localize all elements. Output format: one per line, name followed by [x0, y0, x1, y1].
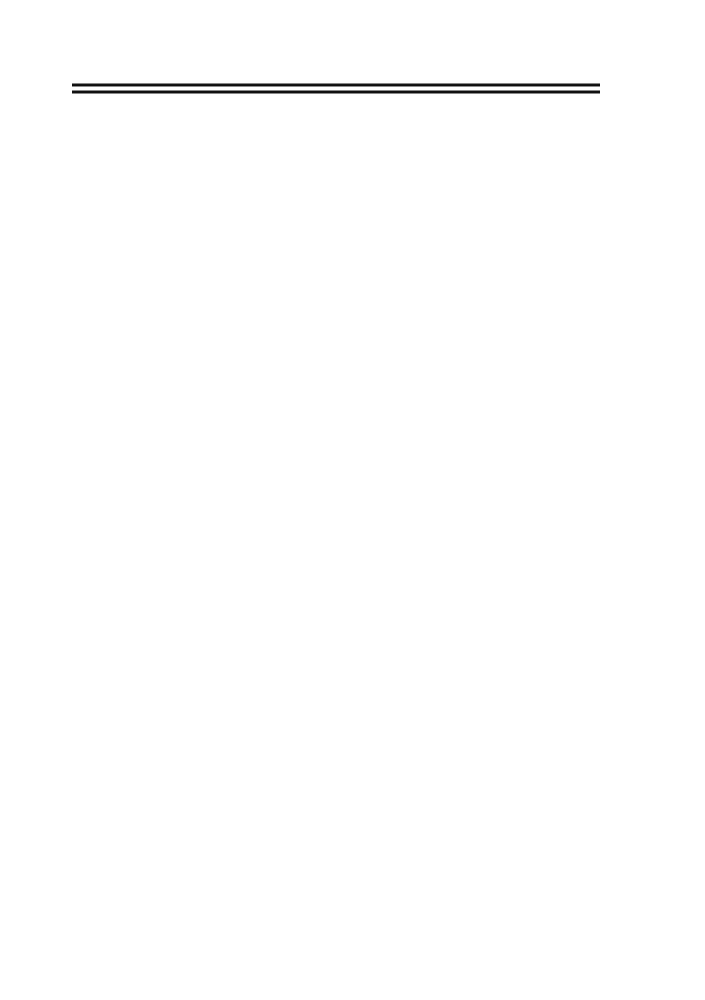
- decorative-ornament-border: [72, 63, 600, 181]
